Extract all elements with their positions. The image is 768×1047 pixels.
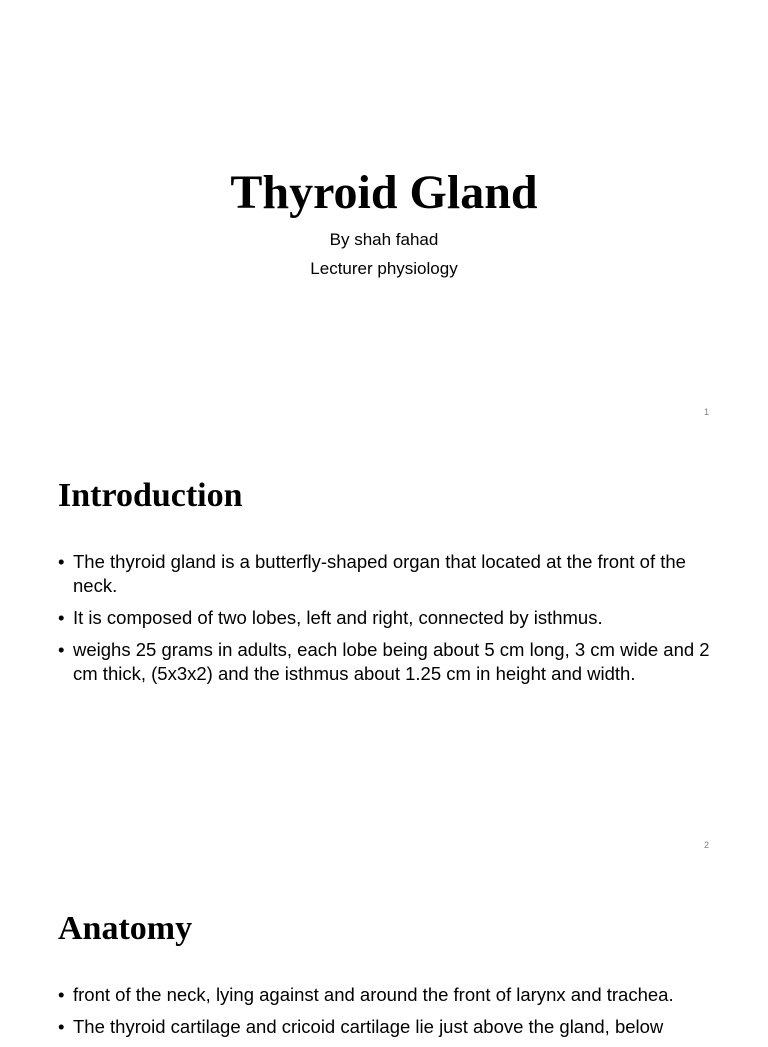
slide-title: Thyroid Gland (230, 166, 538, 219)
slide-2 (0, 433, 768, 866)
bullet-list (58, 550, 718, 694)
bullet-item: • It is composed of two lobes, left and right, connected by isthmus. (58, 606, 718, 630)
slide-heading: Anatomy (58, 910, 193, 947)
slide-1 (0, 0, 768, 433)
slide-heading: Introduction (58, 477, 243, 514)
bullet-item: • The thyroid gland is a butterfly-shaped organ that located at the front of the neck. (58, 550, 718, 598)
bullet-item: • front of the neck, lying against and around the front of larynx and trachea. (58, 983, 718, 1007)
page-number: 1 (703, 407, 709, 417)
author-line: By shah fahad (329, 230, 439, 249)
bullet-list (58, 983, 718, 1047)
author-role-line: Lecturer physiology (310, 259, 458, 278)
bullet-item: • weighs 25 grams in adults, each lobe being about 5 cm long, 3 cm wide and 2 cm thick, (5x3x2) and the isthmus about 1.25 cm in height and width. (58, 638, 718, 686)
slide-3 (0, 866, 768, 1037)
bullet-item: • The thyroid cartilage and cricoid cartilage lie just above the gland, below (58, 1015, 718, 1039)
page-number: 2 (703, 840, 709, 850)
